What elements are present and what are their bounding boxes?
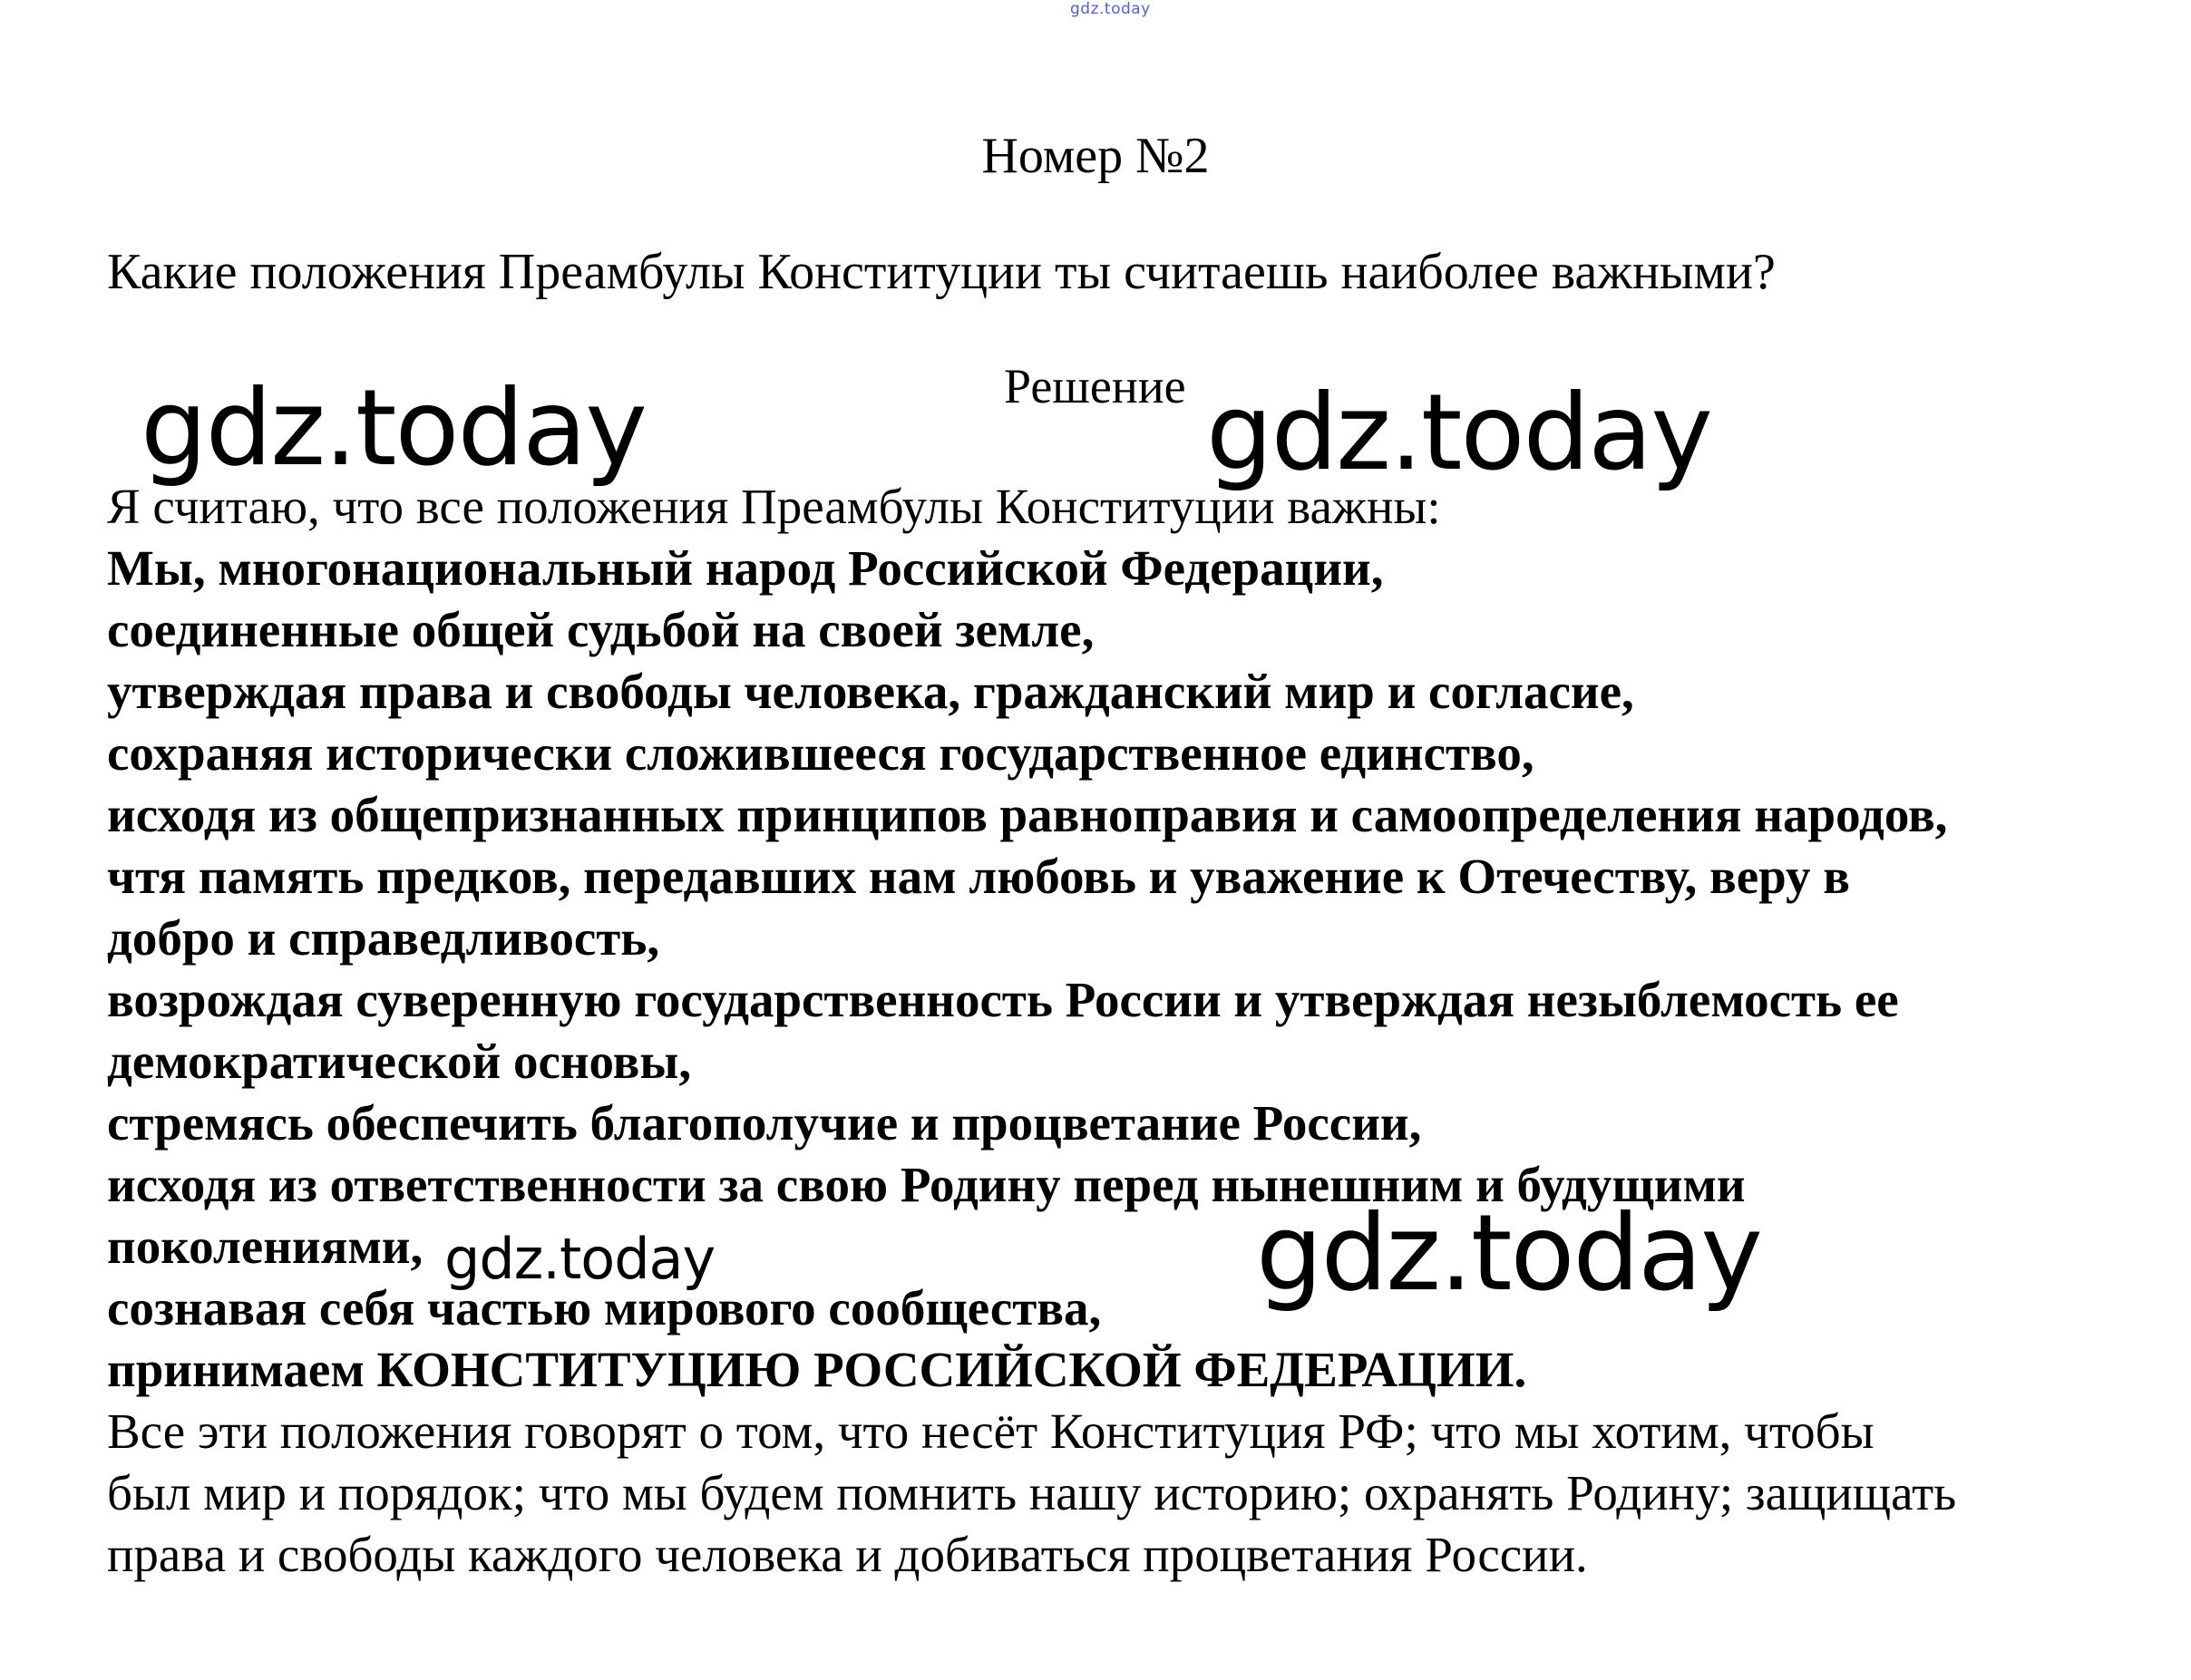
preamble-line: поколениями, (107, 1219, 424, 1274)
preamble-line: Мы, многонациональный народ Российской Федерации, (107, 540, 1384, 596)
watermark-logo: gdz.today (1206, 372, 1711, 494)
preamble-line: демократической основы, (107, 1034, 692, 1089)
preamble-line: чтя память предков, передавших нам любовь и уважение к Отечеству, веру в (107, 849, 1850, 904)
site-watermark-small: gdz.today (1070, 0, 1151, 18)
conclusion-line: права и свободы каждого человека и добиваться процветания России. (107, 1527, 1588, 1582)
question-text: Какие положения Преамбулы Конституции ты считаешь наиболее важными? (107, 244, 1776, 300)
conclusion-line: был мир и порядок; что мы будем помнить нашу историю; охранять Родину; защищать (107, 1465, 1957, 1520)
preamble-line: добро и справедливость, (107, 910, 660, 966)
preamble-line: соединенные общей судьбой на своей земле, (107, 602, 1095, 657)
conclusion-line: Все эти положения говорят о том, что несёт Конституция РФ; что мы хотим, чтобы (107, 1403, 1875, 1459)
watermark-logo: gdz.today (444, 1226, 716, 1292)
answer-body (107, 476, 2120, 1586)
preamble-line: сохраняя исторически сложившееся государственное единство, (107, 725, 1534, 781)
solution-heading: Решение (1004, 359, 1186, 413)
preamble-line: возрождая суверенную государственность России и утверждая незыблемость ее (107, 972, 1899, 1027)
page-title: Номер №2 (981, 128, 1210, 184)
preamble-line: исходя из общепризнанных принципов равноправия и самоопределения народов, (107, 787, 1948, 842)
preamble-line: утверждая права и свободы человека, гражданский мир и согласие, (107, 664, 1634, 719)
preamble-line: стремясь обеспечить благополучие и процветание России, (107, 1095, 1422, 1151)
watermark-logo: gdz.today (141, 367, 646, 490)
preamble-line: принимаем КОНСТИТУЦИЮ РОССИЙСКОЙ ФЕДЕРАЦИИ. (107, 1342, 1527, 1397)
preamble-line: исходя из ответственности за свою Родину перед нынешним и будущими (107, 1157, 1746, 1212)
answer-intro: Я считаю, что все положения Преамбулы Конституции важны: (107, 479, 1441, 534)
preamble-line: сознавая себя частью мирового сообщества, (107, 1280, 1102, 1335)
watermark-logo: gdz.today (1256, 1192, 1761, 1315)
